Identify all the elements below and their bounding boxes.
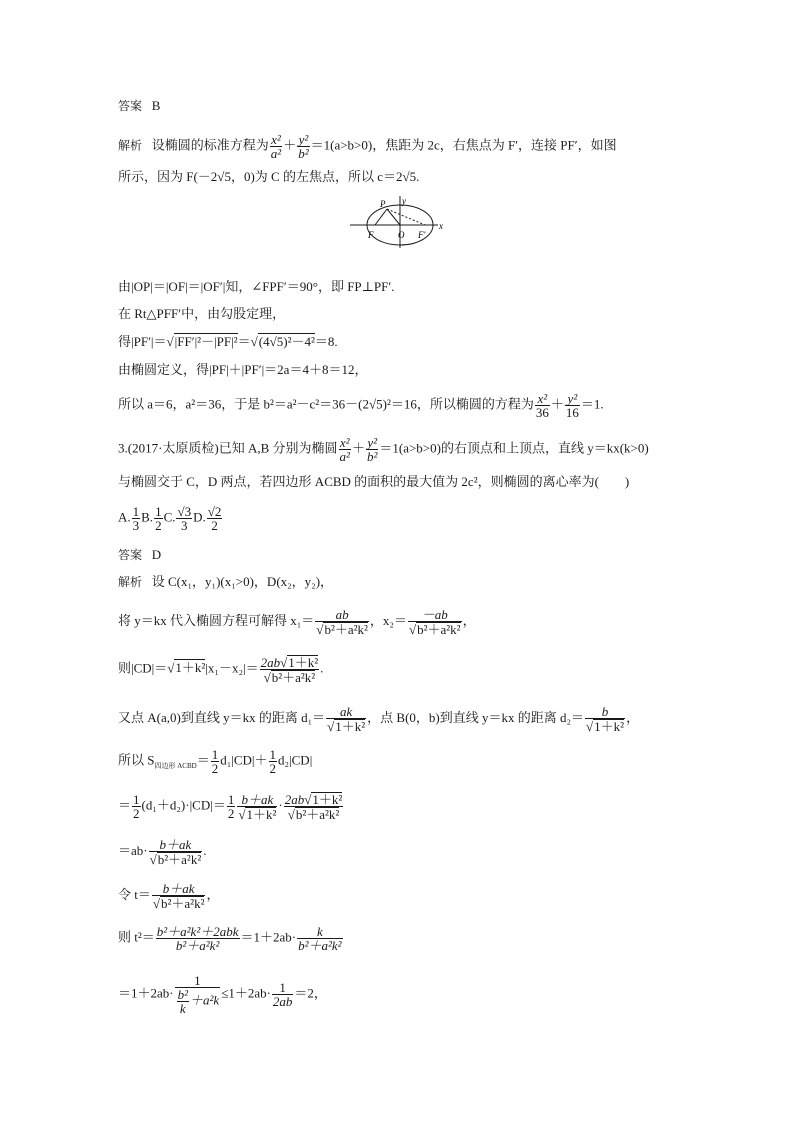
option-a: A.	[118, 509, 131, 525]
analysis-label: 解析	[118, 575, 143, 589]
option-b: B.	[141, 509, 154, 525]
fraction: $\frac{√2}{2}$	[207, 504, 222, 533]
fraction: $\frac{\text{y²}}{\text{b²}}$	[298, 132, 309, 161]
label-f: F	[368, 230, 374, 240]
fraction: $\frac{1}{2}$	[133, 792, 140, 821]
sqrt: |FF′|²－|PF|²	[174, 334, 238, 349]
fraction: $\frac{\text{x²}}{36}$	[535, 391, 549, 420]
fraction: $\frac{b+ak}{\text{√1＋k²}}$	[238, 791, 277, 822]
answer-label: 答案	[118, 548, 143, 562]
option-d: D.	[193, 509, 206, 525]
text: 设椭圆的标准方程为	[151, 137, 269, 153]
text: 则|CD|＝	[118, 660, 168, 676]
analysis1-line2	[118, 169, 419, 185]
text: ，	[626, 709, 640, 725]
analysis2-line7: ＝ab· $\frac{b+ak}{\text{√b²＋a²k²}}$ .	[118, 837, 207, 867]
text: ，x₂＝	[369, 612, 407, 628]
fraction: $\frac{\text{b²＋a²k²＋2abk}}{\text{b²＋a²k²}}$	[156, 924, 239, 953]
text: ＝8.	[314, 334, 338, 349]
fraction: $\frac{1}{2ab}$	[272, 980, 293, 1009]
text: |x₁－x₂|＝	[205, 660, 259, 676]
sqrt: (4√5)²－4²	[258, 334, 315, 349]
fraction: $\frac{1}{2}$	[155, 504, 162, 533]
analysis-label: 解析	[118, 138, 143, 153]
fraction: $\frac{b}{\text{√1＋k²}}$	[586, 704, 625, 734]
text: 得|PF′|＝	[118, 334, 167, 349]
text: ，	[462, 612, 476, 628]
analysis2-line8: 令 t＝ $\frac{b+ak}{\text{√b²＋a²k²}}$ ，	[118, 881, 220, 911]
label-o: O	[398, 230, 405, 240]
fraction: $\frac{√3}{3}$	[177, 504, 192, 533]
analysis2-line4	[118, 705, 639, 733]
fraction: $\frac{1}{2}$	[269, 747, 276, 776]
text: ＝1(a>b>0)，焦距为 2c，右焦点为 F′，连接 PF′，如图	[310, 137, 617, 153]
answer-label: 答案	[118, 99, 143, 113]
fraction: $\frac{\text{y²}}{\text{b²}}$	[366, 435, 378, 464]
text: ＝1.	[580, 396, 604, 412]
segment-fp	[375, 209, 387, 225]
text: ＝1(a>b>0)的右顶点和上顶点，直线 y＝kx(k>0)	[379, 440, 649, 456]
fraction: $\frac{1}{2}$	[227, 792, 235, 821]
text: 3.(2017·太原质检)已知 A,B 分别为椭圆	[118, 440, 338, 456]
analysis1-line6	[118, 362, 367, 378]
label-f2: F′	[418, 230, 426, 240]
analysis1-line4	[118, 306, 285, 322]
analysis1-line1: 解析 设椭圆的标准方程为 $\frac{\text{x²}}{\text{a²}}$ ＋ $\frac{\text{y²}}{\text{b²}}$ ＝1(a>b>0)，焦距为 2c，右焦点为 F′，连接 PF′，如图	[118, 132, 617, 161]
analysis2-line5: 所以 $S_{四边形 ACBD}=$ $\frac{1}{2}$ d₁|CD|＋ $\frac{1}{2}$ d₂|CD|	[118, 747, 313, 776]
text: ，点 B(0，b)到直线 y＝kx 的距离 d₂＝	[367, 709, 585, 725]
fraction: $\frac{-ab}{\text{√b²＋a²k²}}$	[408, 607, 461, 637]
fraction: $\frac{ak}{\text{√1＋k²}}$	[327, 704, 366, 734]
fraction: $\frac{b+ak}{\text{√b²＋a²k²}}$	[152, 881, 205, 911]
text: 所示，因为 F(－2√5，0)为 C 的左焦点，所以 c＝2√5.	[118, 169, 420, 184]
text: 设 C(x₁，y₁)(x₁>0)，D(x₂，y₂)，	[151, 574, 334, 589]
text: 由|OP|＝|OF|＝|OF′|知，∠FPF′＝90°，即 FP⊥PF′.	[118, 279, 395, 294]
label-p: P	[380, 199, 386, 209]
question3-line2	[118, 474, 629, 490]
question3-line1: 3.(2017·太原质检)已知 A,B 分别为椭圆 $\frac{\text{x²}}{\text{a²}}$ ＋ $\frac{\text{y²}}{\text{b²}}$ ＝1(a>b>0)的右顶点和上顶点，直线 y＝kx(k>0)	[118, 435, 649, 464]
answer2-line	[118, 547, 161, 563]
text: 所以 a＝6，a²＝36，于是 b²＝a²－c²＝36－(2√5)²＝16，所以椭圆的方程为	[118, 396, 534, 412]
fraction: $\frac{k}{\text{b²＋a²k²}}$	[298, 924, 342, 953]
fraction: $\frac{\text{x²}}{\text{a²}}$	[339, 435, 350, 464]
analysis2-line1	[118, 574, 333, 590]
segment-pf2	[387, 209, 425, 225]
analysis2-line3: 则|CD|＝√1＋k²|x₁－x₂|＝ $\frac{\text{2ab√1＋k²}}{\text{√b²＋a²k²}}$ .	[118, 655, 324, 685]
text: 由椭圆定义，得|PF|＋|PF′|＝2a＝4＋8＝12，	[118, 362, 368, 377]
ellipse-figure	[350, 194, 450, 250]
fraction: $\frac{1}{3}$	[132, 504, 140, 533]
answer-value: D	[151, 547, 162, 562]
analysis2-line6: ＝ $\frac{1}{2}$ (d₁＋d₂)·|CD|＝ $\frac{1}{2}$ $\frac{b+ak}{\text{√1＋k²}}$ · $\frac{\text{2ab√1＋k²}}{\text{√b²＋a²k²}}$	[118, 791, 343, 822]
text: 与椭圆交于 C，D 两点，若四边形 ACBD 的面积的最大值为 2c²，则椭圆的离心率为( )	[118, 474, 630, 489]
fraction: $\frac{\text{2ab√1＋k²}}{\text{√b²＋a²k²}}$	[284, 792, 343, 822]
question3-options	[118, 505, 223, 532]
fraction: $\frac{b+ak}{\text{√b²＋a²k²}}$	[149, 837, 202, 867]
analysis1-line3	[118, 279, 394, 295]
analysis2-line10: ＝1＋2ab· 1 $\frac{\text{b²}}{k}$ ＋a²k ≤1＋2ab· $\frac{1}{2ab}$ ＝2，	[118, 973, 327, 1016]
fraction: 1 $\frac{\text{b²}}{k}$ ＋a²k	[175, 974, 221, 1015]
text: .	[320, 660, 324, 676]
text: 又点 A(a,0)到直线 y＝kx 的距离 d₁＝	[118, 709, 326, 725]
text: 在 Rt△PFF′中，由勾股定理，	[118, 306, 286, 321]
text: 将 y＝kx 代入椭圆方程可解得 x₁＝	[118, 612, 315, 628]
segment-op	[387, 209, 400, 225]
option-c: C.	[163, 509, 176, 525]
analysis1-line7: 所以 a＝6，a²＝36，于是 b²＝a²－c²＝36－(2√5)²＝16，所以椭圆的方程为 $\frac{\text{x²}}{36}$ ＋ $\frac{\text{y²}}{16}$ ＝1.	[118, 391, 604, 420]
fraction: $\frac{1}{2}$	[211, 747, 219, 776]
label-x: x	[439, 221, 443, 231]
label-y: y	[402, 196, 406, 206]
fraction: $\frac{ab}{\text{√b²＋a²k²}}$	[316, 607, 368, 637]
analysis1-line5: 得|PF′|＝√|FF′|²－|PF|²＝√(4√5)²－4²＝8.	[118, 334, 338, 349]
fraction: $\frac{\text{x²}}{\text{a²}}$	[270, 132, 282, 161]
fraction: $\frac{\text{2ab√1＋k²}}{\text{√b²＋a²k²}}$	[260, 655, 319, 685]
fraction: $\frac{\text{y²}}{16}$	[565, 391, 579, 420]
analysis2-line9: 则 t²＝ $\frac{\text{b²＋a²k²＋2abk}}{\text{b²＋a²k²}}$ ＝1＋2ab· $\frac{k}{\text{b²＋a²k²}}$	[118, 924, 342, 953]
analysis2-line2	[118, 608, 476, 636]
text: 所以 S	[118, 752, 155, 768]
answer1-line	[118, 98, 160, 114]
answer-value: B	[151, 98, 161, 113]
